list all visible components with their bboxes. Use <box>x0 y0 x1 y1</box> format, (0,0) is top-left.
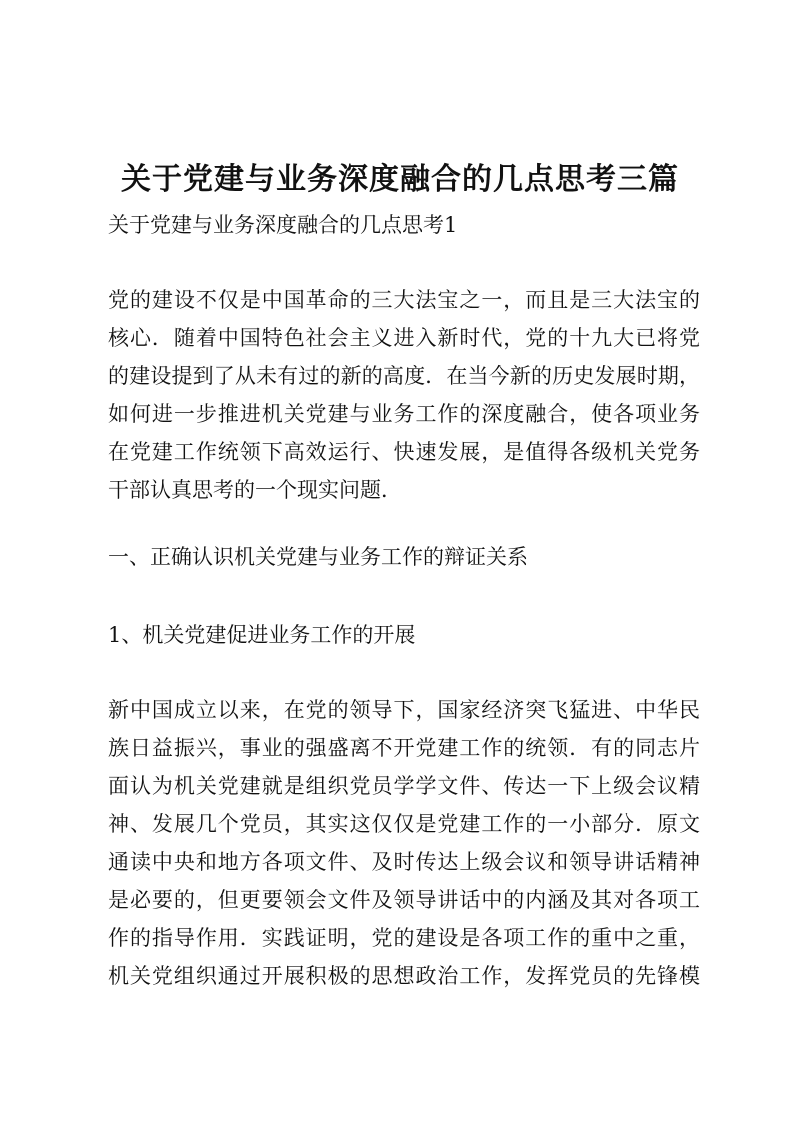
document-subtitle: 关于党建与业务深度融合的几点思考1 <box>108 213 458 237</box>
section-heading: 一、正确认识机关党建与业务工作的辩证关系 <box>108 545 528 569</box>
paragraph-line: 族日益振兴，事业的强盛离不开党建工作的统领．有的同志片 <box>108 736 700 760</box>
paragraph-line: 面认为机关党建就是组织党员学学文件、传达一下上级会议精 <box>108 774 700 798</box>
paragraph-line: 作的指导作用．实践证明，党的建设是各项工作的重中之重， <box>108 926 700 950</box>
paragraph-line: 的建设提到了从未有过的新的高度．在当今新的历史发展时期， <box>108 364 700 388</box>
paragraph-intro <box>108 281 700 509</box>
paragraph-body <box>108 691 700 995</box>
paragraph-line: 机关党组织通过开展积极的思想政治工作，发挥党员的先锋模 <box>108 964 700 988</box>
paragraph-line: 党的建设不仅是中国革命的三大法宝之一，而且是三大法宝的 <box>108 288 700 312</box>
paragraph-line: 通读中央和地方各项文件、及时传达上级会议和领导讲话精神 <box>108 850 700 874</box>
paragraph-line: 在党建工作统领下高效运行、快速发展，是值得各级机关党务 <box>108 440 700 464</box>
paragraph-line: 核心．随着中国特色社会主义进入新时代，党的十九大已将党 <box>108 326 700 350</box>
subsection-heading: 1、机关党建促进业务工作的开展 <box>108 623 416 647</box>
document-title: 关于党建与业务深度融合的几点思考三篇 <box>121 162 679 197</box>
paragraph-line: 新中国成立以来，在党的领导下，国家经济突飞猛进、中华民 <box>108 698 700 722</box>
paragraph-line: 是必要的，但更要领会文件及领导讲话中的内涵及其对各项工 <box>108 888 700 912</box>
paragraph-line: 如何进一步推进机关党建与业务工作的深度融合，使各项业务 <box>108 402 700 426</box>
paragraph-line: 神、发展几个党员，其实这仅仅是党建工作的一小部分．原文 <box>108 812 700 836</box>
paragraph-line: 干部认真思考的一个现实问题． <box>108 478 402 502</box>
